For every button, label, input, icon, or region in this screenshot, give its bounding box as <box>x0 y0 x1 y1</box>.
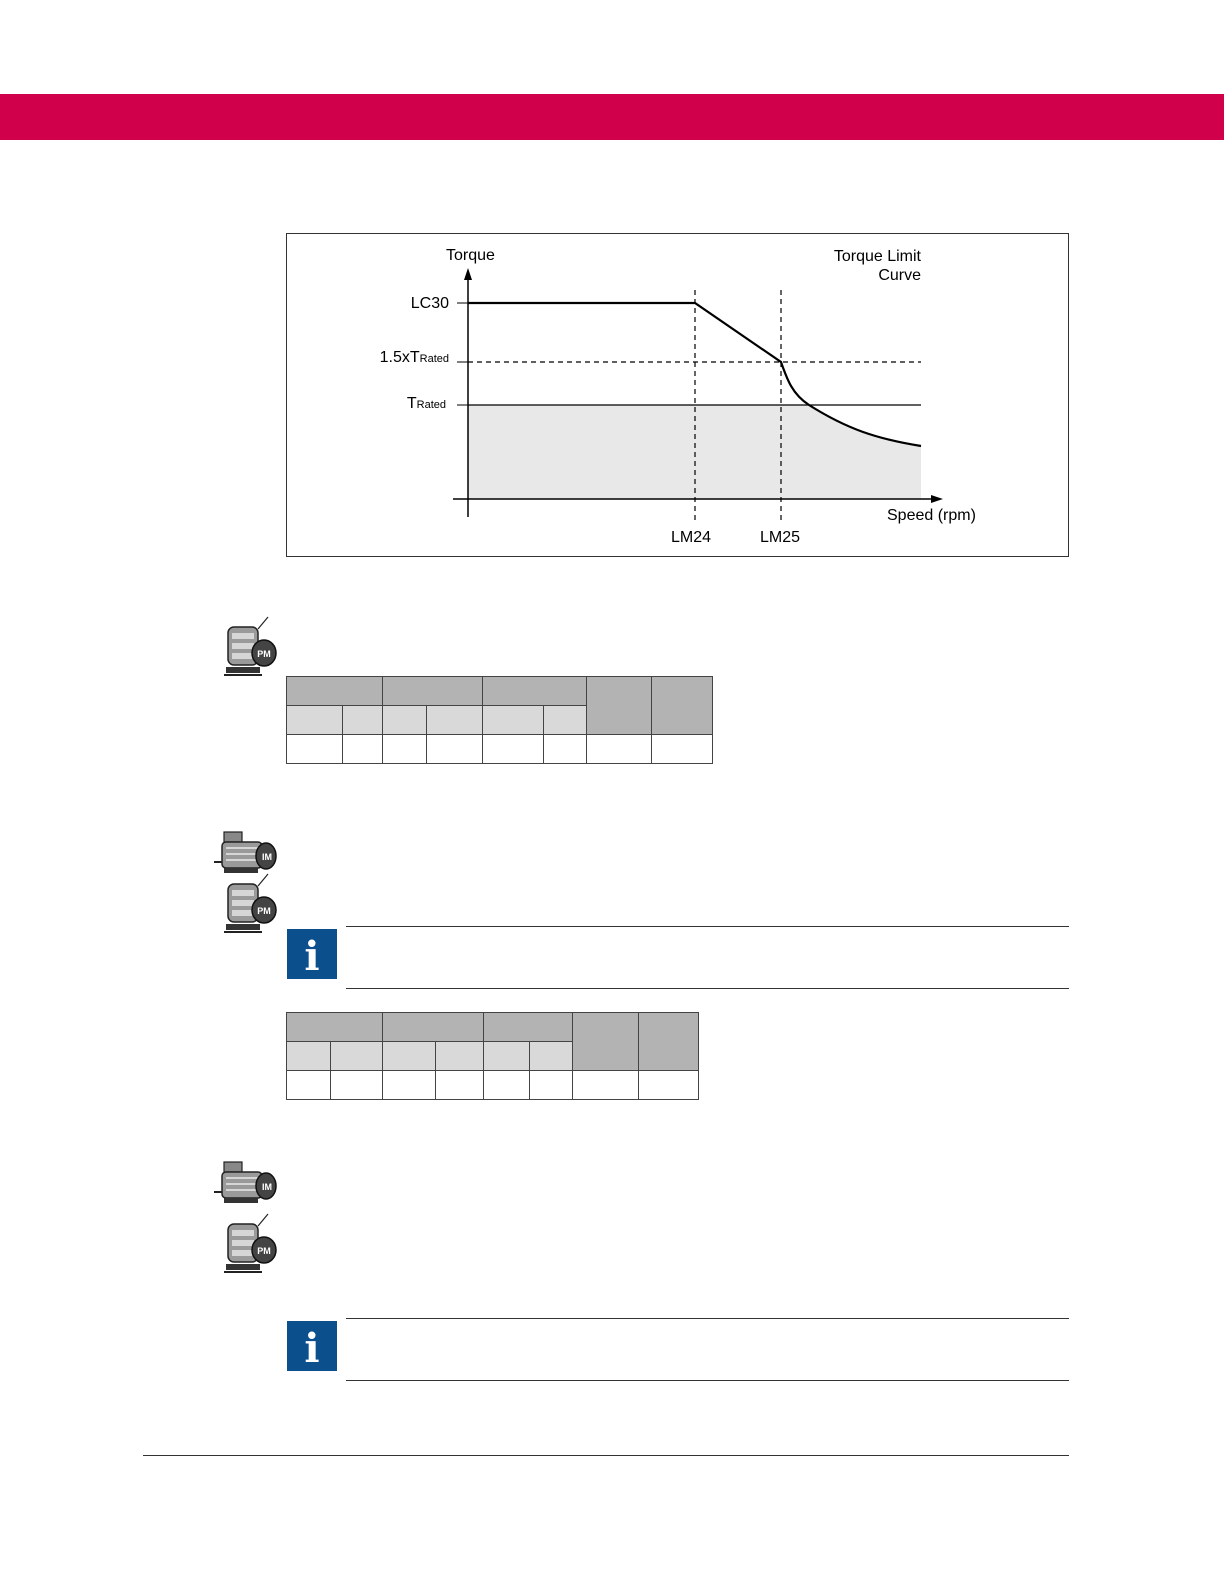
table-row <box>287 1013 699 1042</box>
header-band <box>0 94 1224 140</box>
chart-svg <box>287 234 1070 558</box>
info-icon <box>287 929 337 979</box>
x-axis-label: Speed (rpm) <box>887 507 976 524</box>
table-cell <box>484 1071 530 1100</box>
table-cell <box>287 677 383 706</box>
note-top-rule <box>346 1318 1069 1319</box>
table-cell <box>436 1042 484 1071</box>
table-cell <box>639 1013 699 1071</box>
table-cell <box>530 1071 573 1100</box>
table-cell <box>483 735 544 764</box>
info-glyph: i <box>304 1325 320 1371</box>
table-cell <box>544 735 587 764</box>
table-cell <box>639 1071 699 1100</box>
table-cell <box>587 735 652 764</box>
x-axis-arrow <box>931 495 943 503</box>
table-cell <box>287 1042 331 1071</box>
y-tick-label-1-5-prefix: 1.5xT <box>379 349 420 366</box>
table-cell <box>383 1013 484 1042</box>
pm-motor-icon <box>218 872 280 941</box>
table-cell <box>287 735 343 764</box>
table-cell <box>483 677 587 706</box>
table-cell <box>331 1042 383 1071</box>
pm-label: PM <box>257 1246 271 1256</box>
y-tick-label-trated-prefix: T <box>406 395 417 412</box>
table-cell <box>331 1071 383 1100</box>
table-cell <box>287 1013 383 1042</box>
pm-motor-icon <box>218 615 280 684</box>
pm-label: PM <box>257 649 271 659</box>
table-cell <box>287 1071 331 1100</box>
table-cell <box>573 1071 639 1100</box>
table-cell <box>652 735 713 764</box>
table-cell <box>287 706 343 735</box>
parameter-table-1 <box>286 676 713 764</box>
y-axis-label: Torque <box>446 247 495 264</box>
y-axis-arrow <box>464 268 472 280</box>
x-tick-label-lm24: LM24 <box>670 529 712 546</box>
chart-title-line-1: Torque Limit <box>833 248 921 265</box>
table-cell <box>383 677 483 706</box>
table-cell <box>436 1071 484 1100</box>
info-glyph: i <box>304 933 320 979</box>
pm-motor-icon <box>218 1212 280 1281</box>
x-tick-label-lm25: LM25 <box>759 529 801 546</box>
table-cell <box>383 735 427 764</box>
table-cell <box>484 1013 573 1042</box>
y-tick-label-trated <box>407 395 446 412</box>
pm-label: PM <box>257 906 271 916</box>
table-cell <box>427 706 483 735</box>
torque-limit-chart <box>286 233 1069 557</box>
table-cell <box>484 1042 530 1071</box>
im-label: IM <box>262 1182 272 1192</box>
table-cell <box>587 677 652 735</box>
table-cell <box>483 706 544 735</box>
note-bottom-rule <box>346 988 1069 989</box>
info-icon <box>287 1321 337 1371</box>
footer-rule <box>143 1455 1069 1456</box>
table-row <box>287 735 713 764</box>
table-row <box>287 1071 699 1100</box>
table-cell <box>427 735 483 764</box>
table-cell <box>343 706 383 735</box>
table-cell <box>652 677 713 735</box>
y-tick-label-lc30: LC30 <box>410 295 449 312</box>
table-cell <box>544 706 587 735</box>
parameter-table-2 <box>286 1012 699 1100</box>
table-cell <box>343 735 383 764</box>
table-cell <box>383 1071 436 1100</box>
im-label: IM <box>262 852 272 862</box>
y-tick-label-trated-sub: Rated <box>416 399 446 411</box>
table-cell <box>383 1042 436 1071</box>
im-motor-icon <box>214 1160 280 1213</box>
y-tick-label-1-5-sub: Rated <box>419 353 449 365</box>
table-row <box>287 677 713 706</box>
table-cell <box>573 1013 639 1071</box>
table-cell <box>383 706 427 735</box>
y-tick-label-1-5-trated <box>380 349 449 366</box>
table-cell <box>530 1042 573 1071</box>
note-top-rule <box>346 926 1069 927</box>
chart-title-line-2: Curve <box>878 267 921 284</box>
note-bottom-rule <box>346 1380 1069 1381</box>
